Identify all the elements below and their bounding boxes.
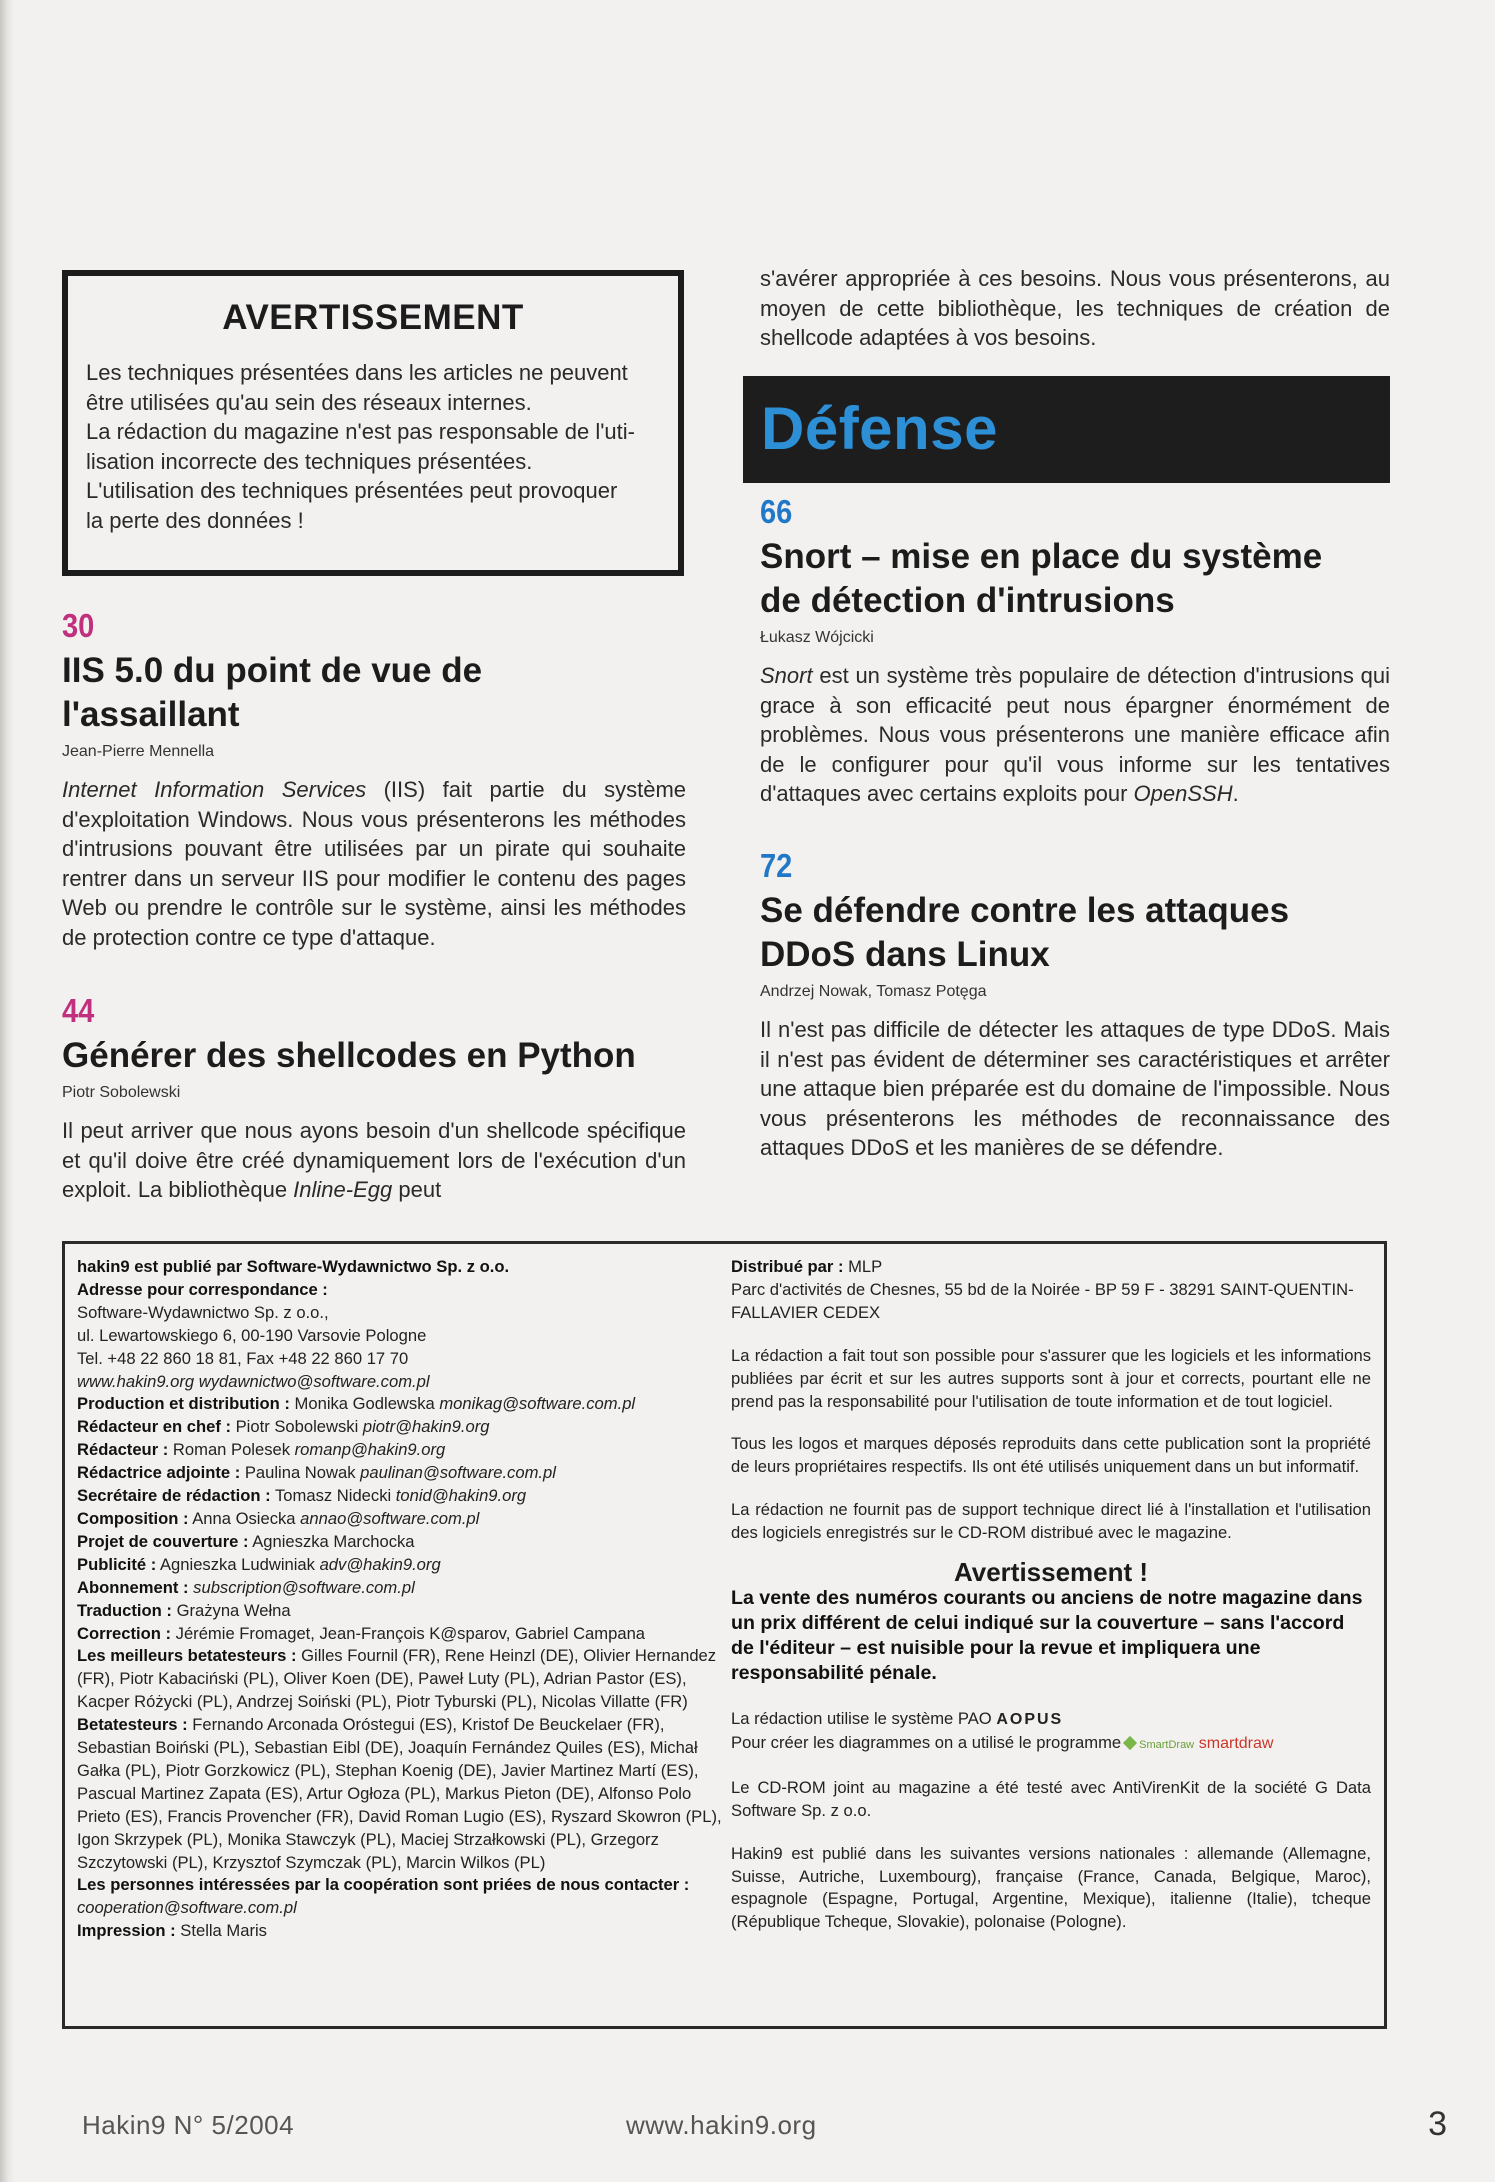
advert-text: La vente des numéros courants ou anciens de notre magazine dans un prix différent de celui indiqué sur la couverture – sans l'accord de l'éditeur – est nuisible pour la revue et impliquera une responsabilité pénale.: [731, 1586, 1363, 1684]
disclaimer-paragraph: La rédaction a fait tout son possible pour s'assurer que les logiciels et les informations publiées par écrit et sur les autres supports sont à jour et corrects, pourtant elle ne prend pas la responsabilité pour l'utilisation de toute information et de tout logiciel.: [731, 1345, 1371, 1411]
diagram-text: Pour créer les diagrammes on a utilisé le programme: [731, 1732, 1122, 1752]
section-label: Défense: [761, 395, 998, 462]
body-emphasis: OpenSSH: [1133, 781, 1233, 806]
credit-email[interactable]: piotr@hakin9.org: [362, 1417, 490, 1437]
credit-email[interactable]: adv@hakin9.org: [319, 1554, 441, 1574]
body-text: est un système très populaire de détection d'intrusions qui grace à son efficacité peut nous épargner énormément de problèmes. Nous vous présenterons une manière efficace afin de le configurer pour qu'il vous informe sur les tentatives d'attaques avec certains exploits pour: [760, 663, 1390, 806]
body-text: Il peut arriver que nous ayons besoin d'un shellcode spécifique et qu'il doive être créé dynamiquement lors de l'exécution d'un exploit. La bibliothèque: [62, 1118, 686, 1202]
credit-label: Betatesteurs :: [77, 1715, 188, 1735]
body-text: (IIS) fait partie du système d'exploitation Windows. Nous vous présenterons les méthodes d'intrusions pouvant être utilisées par un pirate qui souhaite rentrer dans un serveur IIS pour modifier le contenu des pages Web ou prendre le contrôle sur le système, ainsi les méthodes de protection contre ce type d'attaque.: [62, 777, 687, 950]
credit-label: Correction :: [77, 1623, 172, 1643]
article-iis: [62, 607, 686, 952]
warning-box: [62, 270, 684, 576]
warning-line: La rédaction du magazine n'est pas responsable de l'uti-: [86, 419, 635, 444]
credit-row: [77, 1416, 722, 1439]
body-emphasis: Snort: [760, 663, 813, 688]
address-line: ul. Lewartowskiego 6, 00-190 Varsovie Pologne: [77, 1325, 427, 1345]
credit-row: [77, 1920, 722, 1943]
publisher-line: [77, 1256, 722, 1279]
credit-label: Rédactrice adjointe :: [77, 1463, 241, 1483]
credit-row: [77, 1531, 722, 1554]
article-page-number: 44: [62, 992, 95, 1029]
imprint-left: [77, 1256, 722, 1943]
credit-value: Paulina Nowak: [240, 1463, 361, 1483]
advert-title: Avertissement !: [953, 1557, 1149, 1588]
address-line: Software-Wydawnictwo Sp. z o.o.,: [77, 1302, 329, 1322]
credit-value: Agnieszka Marchocka: [248, 1531, 415, 1551]
credit-email[interactable]: paulinan@software.com.pl: [360, 1463, 556, 1483]
publisher-text: est publié par Software-Wydawnictwo Sp. z o.o.: [129, 1257, 510, 1276]
credit-value: Stella Maris: [175, 1921, 267, 1941]
disclaimer-paragraph: Tous les logos et marques déposés reproduits dans cette publication sont la propriété de leurs propriétaires respectifs. Ils ont été utilisés uniquement dans un but informatif.: [731, 1434, 1371, 1477]
web-line[interactable]: [77, 1371, 722, 1394]
credit-email[interactable]: annao@software.com.pl: [300, 1508, 480, 1528]
title-line: l'assaillant: [62, 695, 240, 734]
article-author: Łukasz Wójcicki: [760, 629, 874, 646]
smartdraw-diamond-icon: [1123, 1736, 1137, 1750]
credit-value: Tomasz Nidecki: [270, 1486, 396, 1506]
credit-email[interactable]: cooperation@software.com.pl: [77, 1898, 297, 1918]
credit-label: Abonnement :: [77, 1577, 189, 1597]
body-emphasis: Inline-Egg: [293, 1177, 393, 1202]
continuation-text: s'avérer appropriée à ces besoins. Nous vous présenterons, au moyen de cette bibliothèque, les techniques de création de shellcode adaptées à vos besoins.: [760, 266, 1390, 350]
article-body: Il n'est pas difficile de détecter les attaques de type DDoS. Mais il n'est pas évident de déterminer ses caractéristiques et arrêter une attaque bien préparée est du domaine de l'impossible. Nous vous présenterons les méthodes de reconnaissance des attaques DDoS et les manières de se défendre.: [760, 1017, 1390, 1160]
credit-row: [77, 1623, 722, 1646]
credit-value: Agnieszka Ludwiniak: [156, 1554, 320, 1574]
title-line: Se défendre contre les attaques: [760, 891, 1290, 930]
credit-email[interactable]: tonid@hakin9.org: [395, 1486, 527, 1506]
credit-label: Production et distribution :: [77, 1394, 290, 1414]
body-text: .: [1232, 781, 1239, 806]
imprint-box: [62, 1241, 1387, 2029]
warning-line: L'utilisation des techniques présentées peut provoquer: [86, 478, 618, 503]
article-author: Andrzej Nowak, Tomasz Potęga: [760, 983, 987, 1000]
address-line: Tel. +48 22 860 18 81, Fax +48 22 860 17 70: [77, 1348, 409, 1368]
credit-label: Projet de couverture :: [77, 1531, 249, 1551]
warning-title: AVERTISSEMENT: [222, 298, 524, 337]
credit-label: Rédacteur :: [77, 1440, 169, 1460]
article-title[interactable]: [62, 1034, 686, 1078]
credit-value: Jérémie Fromaget, Jean-François K@sparov, Gabriel Campana: [171, 1623, 646, 1643]
credit-row: [77, 1462, 722, 1485]
credit-label: Publicité :: [77, 1554, 157, 1574]
article-snort: [760, 493, 1390, 809]
credit-email[interactable]: monikag@software.com.pl: [439, 1394, 636, 1414]
article-continuation: [760, 264, 1390, 353]
article-author: Piotr Sobolewski: [62, 1084, 181, 1101]
footer-issue: Hakin9 N° 5/2004: [82, 2110, 295, 2140]
pao-line: [731, 1708, 1371, 1732]
credit-value: Piotr Sobolewski: [231, 1417, 363, 1437]
warning-line: lisation incorrecte des techniques présentées.: [86, 448, 533, 474]
disclaimer-paragraph: La rédaction ne fournit pas de support technique direct lié à l'installation et l'utilisation des logiciels enregistrés sur le CD-ROM distribué avec le magazine.: [731, 1500, 1371, 1543]
article-shellcodes: [62, 992, 686, 1205]
diagram-line: [731, 1732, 1371, 1757]
warning-line: la perte des données !: [86, 507, 304, 533]
article-author: Jean-Pierre Mennella: [62, 743, 215, 760]
distribution-name: MLP: [843, 1257, 883, 1276]
body-emphasis: Internet Information Services: [62, 777, 367, 802]
smartdraw-logo: smartdraw: [1198, 1734, 1274, 1752]
versions-paragraph: Hakin9 est publié dans les suivantes versions nationales : allemande (Allemagne, Suisse, Autriche, Luxembourg), française (France, Canada, Belgique, Maroc), espagnole (Espagne, Portugal, Argentine, Mexique), italienne (Italie), tcheque (République Tcheque, Slovakie), polonaise (Pologne).: [731, 1843, 1371, 1932]
address-label: [77, 1279, 722, 1302]
imprint-right: [731, 1256, 1371, 1954]
article-title[interactable]: [760, 889, 1390, 977]
credit-label: Composition :: [77, 1508, 189, 1528]
title-line: DDoS dans Linux: [760, 935, 1050, 974]
credit-value: Roman Polesek: [168, 1440, 295, 1460]
distribution-label-line: [731, 1256, 1371, 1279]
title-line: IIS 5.0 du point de vue de: [62, 651, 483, 690]
credit-row: [77, 1577, 722, 1600]
credit-row: [77, 1439, 722, 1462]
article-ddos: [760, 847, 1390, 1163]
distribution-address: Parc d'activités de Chesnes, 55 bd de la Noirée - BP 59 F - 38291 SAINT-QUENTIN-FALLAVIER CEDEX: [731, 1279, 1354, 1322]
article-body: [760, 661, 1390, 809]
article-page-number: 72: [760, 847, 793, 884]
title-line: Snort – mise en place du système: [760, 537, 1323, 576]
credit-value: Monika Godlewska: [289, 1394, 440, 1414]
credit-value: Fernando Arconada Oróstegui (ES), Kristof De Beuckelaer (FR), Sebastian Boiński (PL), Sebastian Eibl (DE), Joaquín Fernández Quiles (ES), Michał Gałka (PL), Piotr Gorzkowicz (PL), Stephan Koenig (DE), Javier Martinez Martí (ES), Pascual Martinez Zapata (ES), Artur Ogłoza (PL), Markus Pieton (DE), Alfonso Polo Prieto (ES), Francis Provencher (FR), David Roman Lugio (ES), Ryszard Skowron (PL), Igon Skrzypek (PL), Monika Stawczyk (PL), Maciej Strzałkowski (PL), Grzegorz Szczytowski (PL), Krzysztof Szymczak (PL), Marcin Wilkos (PL): [77, 1715, 722, 1872]
body-text: peut: [392, 1177, 442, 1202]
credit-value: Gilles Fournil (FR), Rene Heinzl (DE), Olivier Hernandez (FR), Piotr Kabaciński (PL), Oliver Koen (DE), Paweł Luty (PL), Adrian Pastor (ES), Kacper Różycki (PL), Andrzej Soiński (PL), Piotr Tyburski (PL), Nicolas Villatte (FR): [77, 1646, 717, 1712]
credit-email[interactable]: romanp@hakin9.org: [294, 1440, 446, 1460]
credit-value: Anna Osiecka: [188, 1508, 301, 1528]
warning-line: être utilisées qu'au sein des réseaux internes.: [86, 389, 532, 415]
credits-list: [77, 1393, 722, 1943]
credit-row: [77, 1874, 722, 1920]
title-line: Générer des shellcodes en Python: [62, 1036, 636, 1075]
address-label-text: Adresse pour correspondance :: [77, 1279, 328, 1299]
article-page-number: 66: [760, 493, 793, 530]
page-number: 3: [1428, 2105, 1447, 2143]
article-body: [62, 775, 686, 952]
article-body: [62, 1116, 686, 1205]
distribution-label: Distribué par :: [731, 1257, 844, 1276]
cdrom-paragraph: Le CD-ROM joint au magazine a été testé avec AntiVirenKit de la société G Data Software Sp. z o.o.: [731, 1777, 1371, 1820]
credit-row: [77, 1645, 722, 1714]
credit-label: Les meilleurs betatesteurs :: [77, 1646, 297, 1666]
page-gutter: [0, 0, 14, 2182]
smartdraw-logo-small: SmartDraw: [1139, 1738, 1195, 1751]
warning-line: Les techniques présentées dans les articles ne peuvent: [86, 360, 628, 385]
article-title[interactable]: [62, 649, 686, 737]
publisher-brand: hakin9: [77, 1257, 130, 1276]
footer-site[interactable]: www.hakin9.org: [626, 2110, 817, 2140]
pao-text: La rédaction utilise le système PAO: [731, 1708, 997, 1728]
credit-row: [77, 1600, 722, 1623]
credit-row: [77, 1393, 722, 1416]
credit-value: Grażyna Wełna: [171, 1600, 291, 1620]
credit-row: [77, 1485, 722, 1508]
credit-row: [77, 1554, 722, 1577]
web-text: www.hakin9.org wydawnictwo@software.com.pl: [77, 1371, 430, 1391]
title-line: de détection d'intrusions: [760, 581, 1175, 620]
credit-label: Secrétaire de rédaction :: [77, 1486, 271, 1506]
credit-label: Impression :: [77, 1921, 176, 1941]
credit-label: Traduction :: [77, 1600, 172, 1620]
article-page-number: 30: [62, 607, 95, 644]
aopus-logo: AOPUS: [996, 1710, 1064, 1728]
article-title[interactable]: [760, 535, 1390, 623]
credit-label: Les personnes intéressées par la coopération sont priées de nous contacter :: [77, 1875, 690, 1895]
section-header: [743, 376, 1390, 483]
credit-email[interactable]: subscription@software.com.pl: [193, 1577, 415, 1597]
credit-label: Rédacteur en chef :: [77, 1417, 231, 1437]
credit-row: [77, 1508, 722, 1531]
credit-row: [77, 1714, 722, 1874]
